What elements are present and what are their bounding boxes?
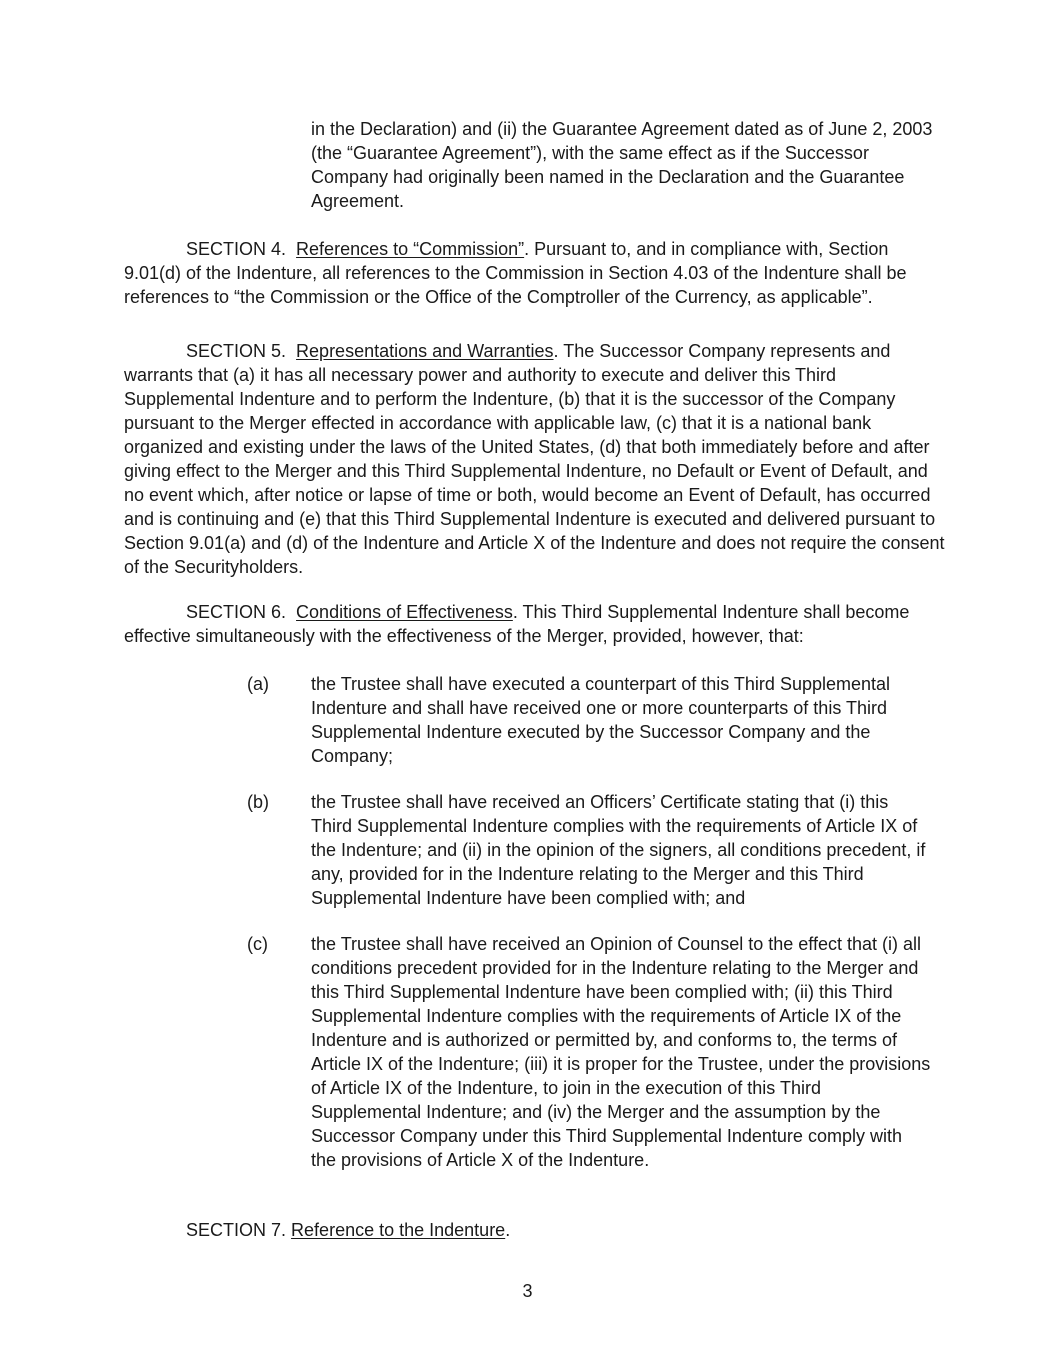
section-6-heading: Conditions of Effectiveness	[296, 602, 513, 622]
condition-text-c: the Trustee shall have received an Opinion of Counsel to the effect that (i) all conditions precedent provided for in the Indenture relating to the Merger and this Third Supplemental Indenture have been complied with; (ii) this Third Supplemental Indenture complies with the requirements of Article IX of the Indenture and is authorized or permitted by, and conforms to, the terms of Article IX of the Indenture; (iii) it is proper for the Trustee, under the provisions of Article IX of the Indenture, to join in the execution of this Third Supplemental Indenture; and (iv) the Merger and the assumption by the Successor Company under this Third Supplemental Indenture comply with the provisions of Article X of the Indenture.	[311, 934, 931, 1170]
section-5-heading-suffix: .	[553, 341, 559, 361]
section-4-label: SECTION 4.	[186, 239, 287, 259]
section-6-heading-suffix: .	[512, 602, 518, 622]
section-7-heading-suffix: .	[505, 1220, 511, 1240]
section-4-heading: References to “Commission”	[296, 239, 525, 259]
section-5-body: The Successor Company represents and warrants that (a) it has all necessary power and authority to execute and deliver this Third Supplemental Indenture and to perform the Indenture, (b) that it is the successor of the Company pursuant to the Merger effected in accordance with applicable law, (c) that it is a national bank organized and existing under the laws of the United States, (d) that both immediately before and after giving effect to the Merger and this Third Supplemental Indenture, no Default or Event of Default, and no event which, after notice or lapse of time or both, would become an Event of Default, has occurred and is continuing and (e) that this Third Supplemental Indenture is executed and delivered pursuant to Section 9.01(a) and (d) of the Indenture and Article X of the Indenture and does not require the consent of the Securityholders.	[124, 341, 945, 577]
section-4-body: Pursuant to, and in compliance with, Section 9.01(d) of the Indenture, all references to the Commission in Section 4.03 of the Indenture shall be references to “the Commission or the Office of the Comptroller of the Currency, as applicable”.	[124, 239, 907, 307]
page-number: 3	[522, 1281, 533, 1301]
section-7-paragraph	[124, 1218, 948, 1242]
condition-label-b: (b)	[247, 792, 269, 812]
section-5-heading: Representations and Warranties	[296, 341, 554, 361]
section-7-label: SECTION 7.	[186, 1220, 287, 1240]
section-7-heading: Reference to the Indenture	[291, 1220, 506, 1240]
section-6-paragraph	[124, 600, 948, 648]
section-4-paragraph	[124, 237, 948, 309]
section-5-paragraph	[124, 339, 948, 579]
condition-label-a: (a)	[247, 674, 269, 694]
section-4-heading-suffix: .	[524, 239, 530, 259]
intro-paragraph	[311, 117, 936, 213]
condition-label-c: (c)	[247, 934, 268, 954]
condition-text-a: the Trustee shall have executed a counterpart of this Third Supplemental Indenture and shall have received one or more counterparts of this Third Supplemental Indenture executed by the Successor Company and the Company;	[311, 674, 891, 766]
condition-text-b: the Trustee shall have received an Officers’ Certificate stating that (i) this Third Supplemental Indenture complies with the requirements of Article IX of the Indenture; and (ii) in the opinion of the signers, all conditions precedent, if any, provided for in the Indenture relating to the Merger and this Third Supplemental Indenture have been complied with; and	[311, 792, 926, 908]
section-6-body: This Third Supplemental Indenture shall become effective simultaneously with the effectiveness of the Merger, provided, however, that:	[124, 602, 910, 646]
section-6-label: SECTION 6.	[186, 602, 287, 622]
section-5-label: SECTION 5.	[186, 341, 287, 361]
intro-text: in the Declaration) and (ii) the Guarantee Agreement dated as of June 2, 2003 (the “Guarantee Agreement”), with the same effect as if the Successor Company had originally been named in the Declaration and the Guarantee Agreement.	[311, 119, 933, 211]
